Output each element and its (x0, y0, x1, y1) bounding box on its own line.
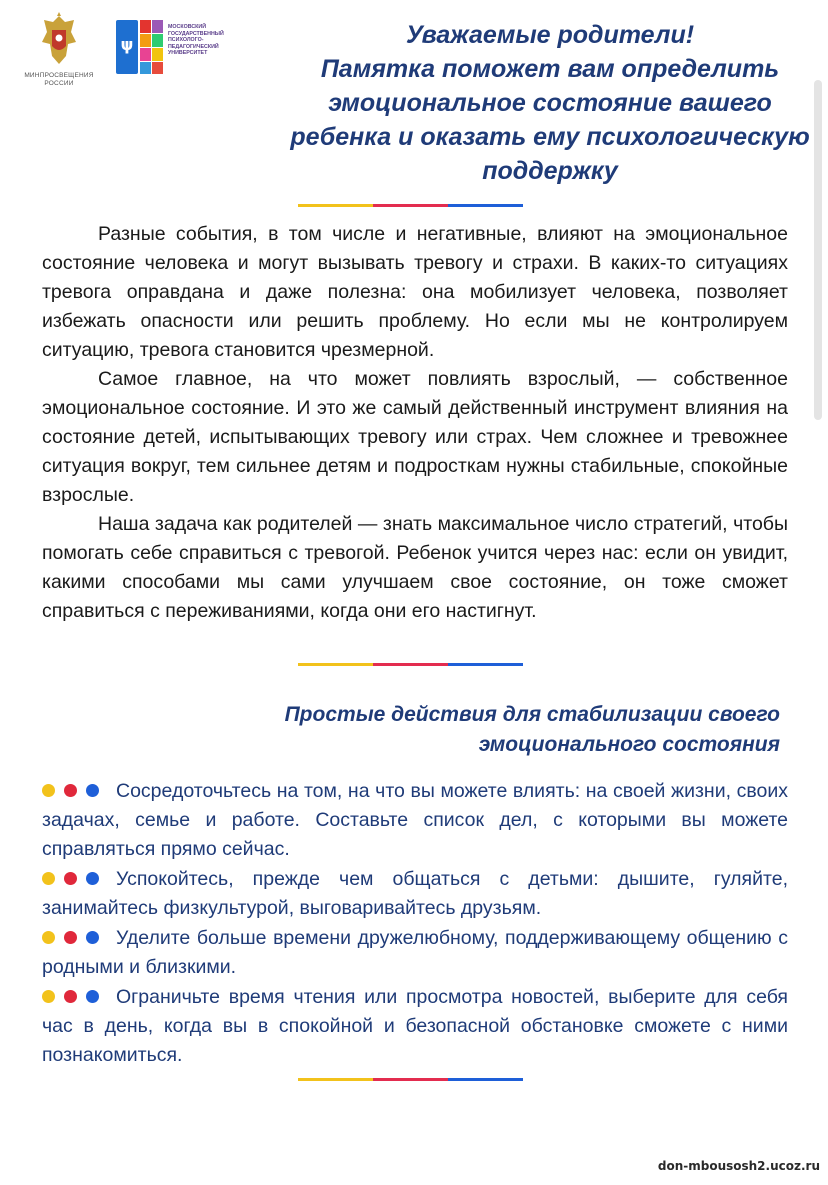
intro-text (42, 220, 788, 626)
title-line: поддержку (482, 157, 618, 185)
list-item (42, 923, 788, 982)
university-caption: МОСКОВСКИЙ ГОСУДАРСТВЕННЫЙ ПСИХОЛОГО- ПЕДАГОГИЧЕСКИЙ УНИВЕРСИТЕТ (168, 24, 224, 57)
tip-text: Сосредоточьтесь на том, на что вы можете влиять: на своей жизни, своих задачах, семье и работе. Составьте список дел, с которыми вы можете справляться прямо сейчас. (42, 780, 788, 860)
ministry-caption: МИНПРОСВЕЩЕНИЯ РОССИИ (24, 72, 94, 87)
page-title (270, 18, 828, 188)
title-line: Памятка поможет вам определить (320, 55, 780, 83)
tip-text: Успокойтесь, прежде чем общаться с детьми: дышите, гуляйте, занимайтесь физкультурой, выговаривайтесь друзьям. (42, 868, 788, 919)
university-logo (116, 20, 246, 76)
coat-of-arms-icon (38, 12, 80, 68)
tips-list (42, 776, 788, 1070)
ministry-logo (20, 12, 98, 92)
svg-text:ψ: ψ (120, 35, 134, 54)
university-logo-icon (116, 20, 164, 74)
scrollbar[interactable] (814, 80, 822, 420)
bullet-dots-icon (42, 776, 108, 805)
tricolor-divider (298, 663, 523, 666)
tricolor-divider (298, 1078, 523, 1081)
list-item (42, 776, 788, 864)
heading-line: Простые действия для стабилизации своего (284, 703, 780, 726)
bullet-dots-icon (42, 982, 108, 1011)
paragraph: Разные события, в том числе и негативные, влияют на эмоциональное состояние человека и могут вызывать тревогу и страхи. В каких-то ситуациях тревога оправдана и даже полезна: она мобилизует человека, позволяет избежать опасности или решить проблему. Но если мы не контролируем ситуацию, тревога становится чрезмерной. (42, 223, 788, 361)
paragraph: Наша задача как родителей — знать максимальное число стратегий, чтобы помогать себе справиться с тревогой. Ребенок учится через нас: если он увидит, какими способами мы сами улучшаем свое состояние, он тоже сможет справиться с переживаниями, когда они его настигнут. (42, 513, 788, 622)
title-line: ребенка и оказать ему психологическую (290, 123, 810, 151)
section-heading (220, 700, 780, 760)
bullet-dots-icon (42, 864, 108, 893)
site-watermark: don-mbousosh2.ucoz.ru (657, 1159, 820, 1173)
list-item (42, 864, 788, 923)
tip-text: Уделите больше времени дружелюбному, поддерживающему общению с родными и близкими. (42, 927, 788, 978)
tip-text: Ограничьте время чтения или просмотра новостей, выберите для себя час в день, когда вы в спокойной и безопасной обстановке сможете с ними познакомиться. (42, 986, 788, 1066)
bullet-dots-icon (42, 923, 108, 952)
tricolor-divider (298, 204, 523, 207)
list-item (42, 982, 788, 1070)
paragraph: Самое главное, на что может повлиять взрослый, — собственное эмоциональное состояние. И это же самый действенный инструмент влияния на состояние детей, испытывающих тревогу или страх. Чем сложнее и тревожнее ситуация вокруг, тем сильнее детям и подросткам нужны стабильные, спокойные взрослые. (42, 368, 788, 506)
heading-line: эмоционального состояния (478, 733, 780, 756)
title-line: эмоциональное состояние вашего (328, 89, 772, 117)
title-line: Уважаемые родители! (405, 21, 695, 49)
